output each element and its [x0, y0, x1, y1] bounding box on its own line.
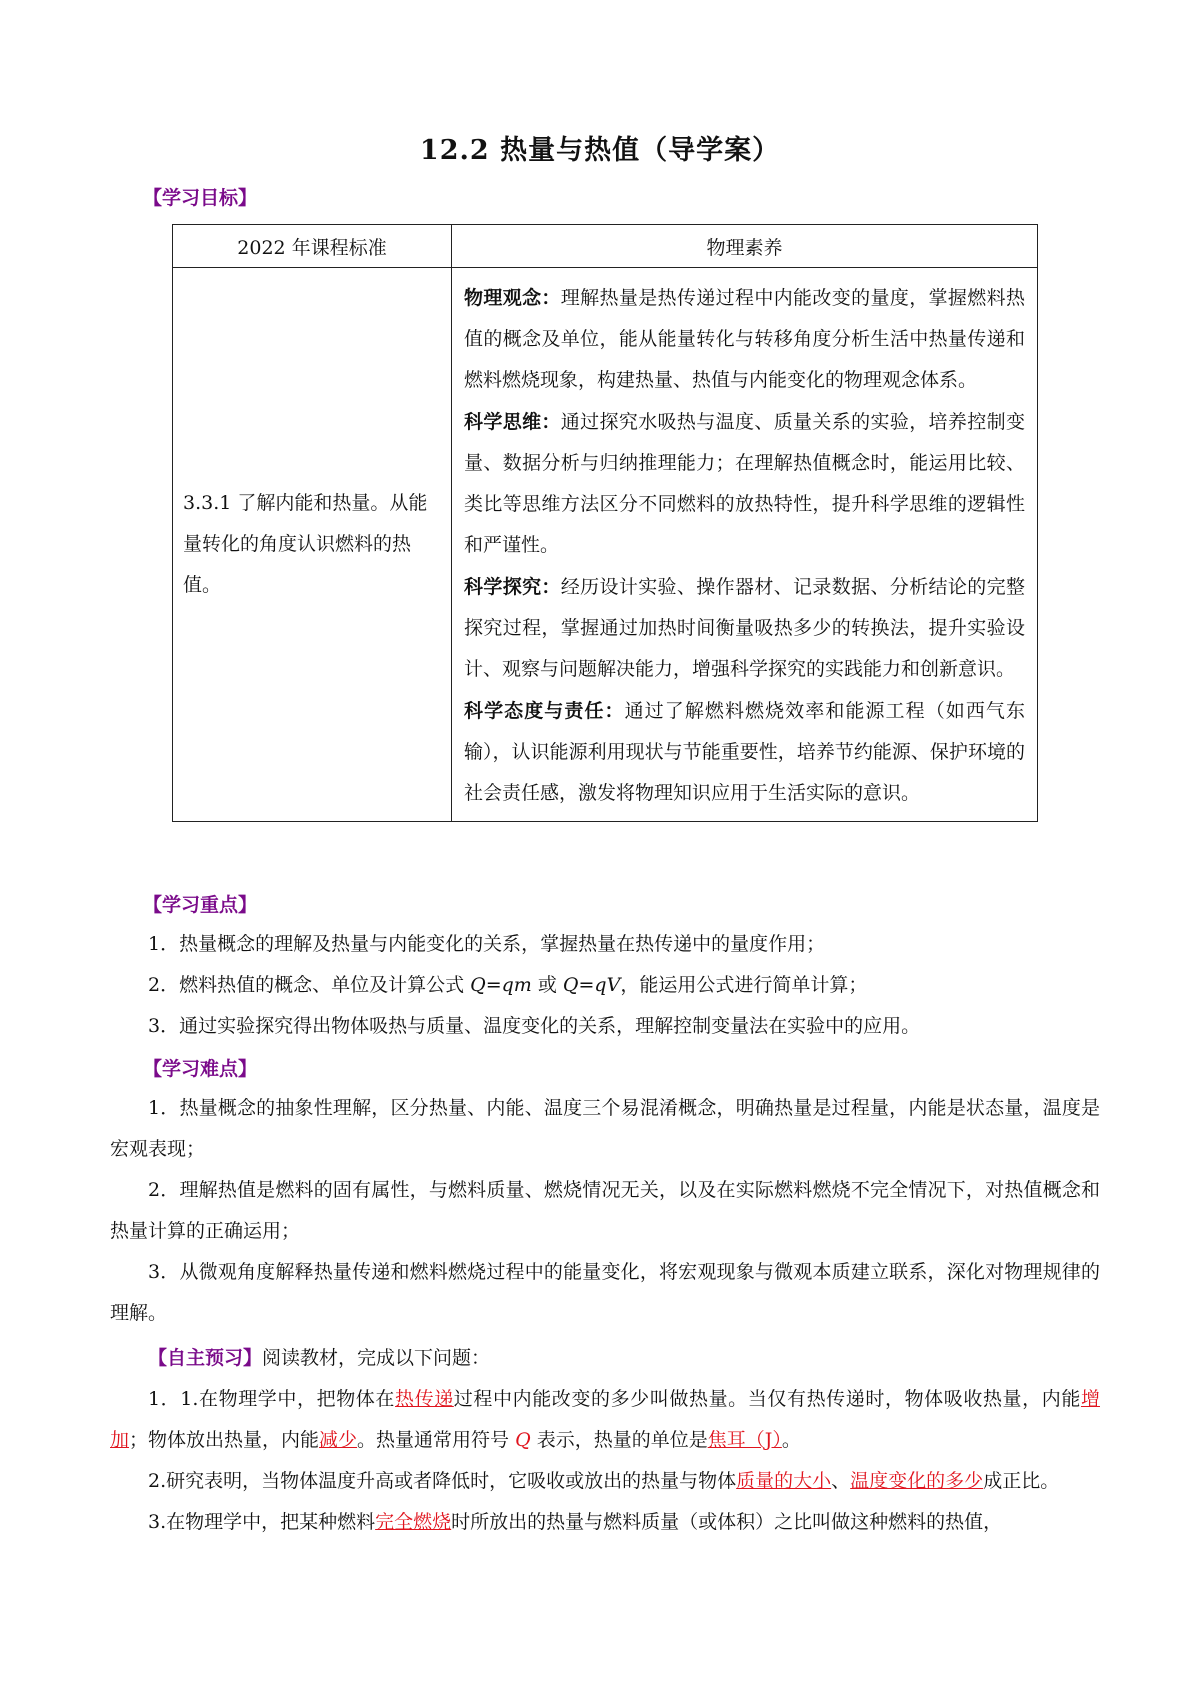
literacy-label: 物理观念： — [464, 287, 561, 309]
col-header-standard: 2022 年课程标准 — [173, 225, 452, 268]
key-point-item: 2．燃料热值的概念、单位及计算公式 Q=qm 或 Q=qV，能运用公式进行简单计算； — [148, 974, 868, 996]
answer-blank: 增加 — [110, 1388, 1100, 1451]
literacy-label: 科学思维： — [464, 411, 561, 433]
answer-blank: 减少 — [319, 1429, 358, 1451]
preview-question-3: 3.在物理学中，把某种燃料完全燃烧时所放出的热量与燃料质量（或体积）之比叫做这种燃料的热值， — [148, 1511, 1003, 1533]
difficulty-item: 3．从微观角度解释热量传递和燃料燃烧过程中的能量变化，将宏观现象与微观本质建立联系，深化对物理规律的理解。 — [110, 1261, 1100, 1324]
literacy-text: 通过探究水吸热与温度、质量关系的实验，培养控制变量、数据分析与归纳推理能力；在理解热值概念时，能运用比较、类比等思维方法区分不同燃料的放热特性，提升科学思维的逻辑性和严谨性。 — [464, 411, 1025, 556]
preview-question-1: 1．1.在物理学中，把物体在热传递过程中内能改变的多少叫做热量。当仅有热传递时，物体吸收热量，内能增加；物体放出热量，内能减少。热量通常用符号 Q 表示，热量的单位是焦耳（J）。 — [110, 1388, 1100, 1451]
key-points-list — [110, 924, 1100, 1047]
literacy-text: 经历设计实验、操作器材、记录数据、分析结论的完整探究过程，掌握通过加热时间衡量吸热多少的转换法，提升实验设计、观察与问题解决能力，增强科学探究的实践能力和创新意识。 — [464, 576, 1025, 680]
key-point-item: 3．通过实验探究得出物体吸热与质量、温度变化的关系，理解控制变量法在实验中的应用。 — [148, 1015, 921, 1037]
goals-body-row — [173, 268, 1038, 822]
literacy-item — [464, 402, 1025, 566]
formula-volume: Q=qV — [562, 974, 621, 996]
literacy-label: 科学探究： — [464, 576, 561, 598]
heat-symbol: Q — [515, 1429, 531, 1451]
goals-heading: 【学习目标】 — [143, 187, 258, 209]
preview-intro-text: 阅读教材，完成以下问题： — [262, 1347, 491, 1369]
goals-table — [172, 224, 1038, 822]
literacy-item — [464, 567, 1025, 690]
answer-blank: 热传递 — [395, 1388, 454, 1410]
key-points-heading: 【学习重点】 — [143, 894, 258, 916]
answer-blank: 焦耳（J） — [707, 1429, 782, 1451]
answer-blank: 完全燃烧 — [375, 1511, 452, 1533]
literacy-item — [464, 278, 1025, 401]
course-standard-cell: 3.3.1 了解内能和热量。从能量转化的角度认识燃料的热值。 — [173, 268, 452, 822]
literacy-text: 通过了解燃料燃烧效率和能源工程（如西气东输），认识能源利用现状与节能重要性，培养节约能源、保护环境的社会责任感，激发将物理知识应用于生活实际的意识。 — [464, 700, 1025, 804]
literacy-item — [464, 691, 1025, 814]
formula-mass: Q=qm — [470, 974, 532, 996]
goals-header-row — [173, 225, 1038, 268]
literacy-label: 科学态度与责任： — [464, 700, 625, 722]
difficulties-list — [110, 1088, 1100, 1334]
difficulties-heading: 【学习难点】 — [143, 1058, 258, 1080]
literacy-cell — [452, 268, 1038, 822]
page-title: 12.2 热量与热值（导学案） — [419, 135, 781, 166]
preview-section — [110, 1338, 1100, 1543]
preview-heading: 【自主预习】 — [148, 1347, 263, 1369]
literacy-text: 理解热量是热传递过程中内能改变的量度，掌握燃料热值的概念及单位，能从能量转化与转移角度分析生活中热量传递和燃料燃烧现象，构建热量、热值与内能变化的物理观念体系。 — [464, 287, 1025, 391]
answer-blank: 质量的大小 — [736, 1470, 832, 1492]
difficulty-item: 1．热量概念的抽象性理解，区分热量、内能、温度三个易混淆概念，明确热量是过程量，内能是状态量，温度是宏观表现； — [110, 1097, 1100, 1160]
preview-intro — [110, 1338, 1100, 1379]
preview-question-2: 2.研究表明，当物体温度升高或者降低时，它吸收或放出的热量与物体质量的大小、温度变化的多少成正比。 — [148, 1470, 1060, 1492]
key-point-item: 1．热量概念的理解及热量与内能变化的关系，掌握热量在热传递中的量度作用； — [148, 933, 826, 955]
difficulty-item: 2．理解热值是燃料的固有属性，与燃料质量、燃烧情况无关，以及在实际燃料燃烧不完全情况下，对热值概念和热量计算的正确运用； — [110, 1179, 1100, 1242]
answer-blank: 温度变化的多少 — [850, 1470, 984, 1492]
col-header-literacy: 物理素养 — [452, 225, 1038, 268]
